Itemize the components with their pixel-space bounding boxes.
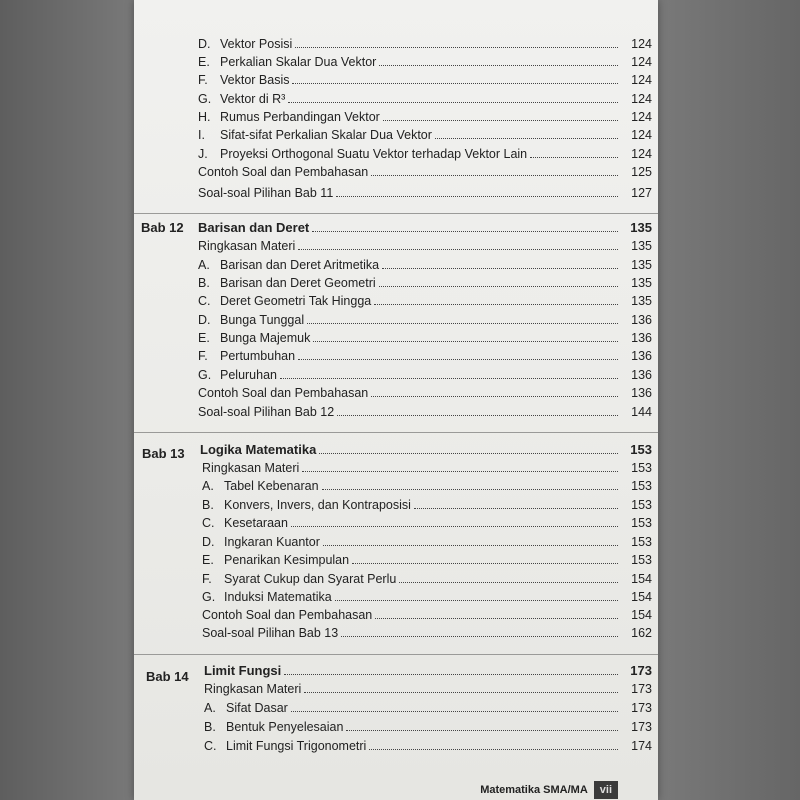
dot-leader <box>530 157 618 158</box>
toc-item <box>198 311 652 329</box>
dot-leader <box>382 268 618 269</box>
item-label: Vektor Basis <box>220 73 290 87</box>
ringkasan-page: 173 <box>631 682 652 696</box>
extra-label: Contoh Soal dan Pembahasan <box>198 386 369 400</box>
item-page: 124 <box>631 55 652 69</box>
item-page: 136 <box>631 368 652 382</box>
toc-item <box>198 71 652 89</box>
dot-leader <box>312 231 618 232</box>
toc-extra <box>198 403 652 421</box>
item-label: Rumus Perbandingan Vektor <box>220 110 380 124</box>
item-letter: E. <box>202 553 214 567</box>
toc-item <box>202 551 652 569</box>
item-label: Barisan dan Deret Aritmetika <box>220 258 380 272</box>
toc-ringkasan <box>204 680 652 698</box>
extra-label: Contoh Soal dan Pembahasan <box>198 165 369 179</box>
dot-leader <box>352 563 618 564</box>
chapter-number: Bab 13 <box>142 446 185 461</box>
chapter-title: Barisan dan Deret <box>198 220 310 235</box>
background-right <box>650 0 800 800</box>
item-label: Penarikan Kesimpulan <box>224 553 350 567</box>
dot-leader <box>284 674 618 675</box>
item-page: 124 <box>631 73 652 87</box>
toc-item <box>198 347 652 365</box>
toc-item <box>198 274 652 292</box>
footer-book-title: Matematika SMA/MA <box>480 784 588 796</box>
item-label: Perkalian Skalar Dua Vektor <box>220 55 377 69</box>
toc-extra <box>198 184 652 202</box>
dot-leader <box>292 83 618 84</box>
item-page: 154 <box>631 590 652 604</box>
ringkasan-label: Ringkasan Materi <box>204 682 302 696</box>
item-page: 173 <box>631 720 652 734</box>
item-letter: H. <box>198 110 211 124</box>
toc-item <box>204 699 652 717</box>
extra-page: 154 <box>631 608 652 622</box>
item-label: Tabel Kebenaran <box>224 479 319 493</box>
item-letter: C. <box>198 294 211 308</box>
extra-label: Soal-soal Pilihan Bab 12 <box>198 405 335 419</box>
item-label: Vektor di R³ <box>220 92 286 106</box>
toc-extra <box>202 624 652 642</box>
dot-leader <box>369 749 618 750</box>
toc-item <box>204 718 652 736</box>
toc-extra <box>202 606 652 624</box>
toc-item <box>204 737 652 755</box>
dot-leader <box>379 286 618 287</box>
chapter-title: Limit Fungsi <box>204 663 282 678</box>
chapter-title-row <box>204 662 652 680</box>
dot-leader <box>336 196 618 197</box>
item-letter: E. <box>198 55 210 69</box>
toc-item <box>198 108 652 126</box>
page-footer <box>480 780 618 800</box>
dot-leader <box>313 341 618 342</box>
item-page: 153 <box>631 516 652 530</box>
dot-leader <box>304 692 618 693</box>
dot-leader <box>335 600 618 601</box>
item-page: 153 <box>631 479 652 493</box>
chapter-title-row <box>198 219 652 237</box>
dot-leader <box>337 415 618 416</box>
dot-leader <box>307 323 618 324</box>
item-letter: A. <box>204 701 216 715</box>
book-page <box>134 0 658 800</box>
item-page: 124 <box>631 92 652 106</box>
section-divider <box>134 654 658 655</box>
item-letter: I. <box>198 128 205 142</box>
toc-item <box>198 329 652 347</box>
item-letter: G. <box>202 590 216 604</box>
dot-leader <box>435 138 618 139</box>
extra-page: 125 <box>631 165 652 179</box>
item-label: Peluruhan <box>220 368 277 382</box>
item-letter: A. <box>202 479 214 493</box>
dot-leader <box>322 489 618 490</box>
item-page: 173 <box>631 701 652 715</box>
ringkasan-label: Ringkasan Materi <box>198 239 296 253</box>
item-page: 153 <box>631 553 652 567</box>
dot-leader <box>298 249 618 250</box>
toc-extra <box>198 384 652 402</box>
item-letter: G. <box>198 368 212 382</box>
item-letter: D. <box>202 535 215 549</box>
dot-leader <box>298 359 618 360</box>
background-left <box>0 0 140 800</box>
toc-item <box>202 588 652 606</box>
item-page: 136 <box>631 313 652 327</box>
toc-item <box>202 477 652 495</box>
extra-page: 136 <box>631 386 652 400</box>
item-label: Bunga Tunggal <box>220 313 305 327</box>
dot-leader <box>288 102 618 103</box>
ringkasan-page: 135 <box>631 239 652 253</box>
extra-page: 162 <box>631 626 652 640</box>
item-letter: C. <box>202 516 215 530</box>
toc-item <box>202 496 652 514</box>
dot-leader <box>399 582 618 583</box>
item-letter: E. <box>198 331 210 345</box>
item-page: 135 <box>631 294 652 308</box>
ringkasan-page: 153 <box>631 461 652 475</box>
item-letter: G. <box>198 92 212 106</box>
ringkasan-label: Ringkasan Materi <box>202 461 300 475</box>
item-letter: F. <box>202 572 212 586</box>
toc-item <box>198 90 652 108</box>
item-page: 154 <box>631 572 652 586</box>
toc-ringkasan <box>202 459 652 477</box>
chapter-title-row <box>200 441 652 459</box>
footer-page-number: vii <box>594 781 618 799</box>
dot-leader <box>383 120 618 121</box>
toc-item <box>202 514 652 532</box>
item-label: Konvers, Invers, dan Kontraposisi <box>224 498 411 512</box>
item-page: 135 <box>631 276 652 290</box>
item-label: Pertumbuhan <box>220 349 296 363</box>
item-page: 153 <box>631 498 652 512</box>
dot-leader <box>371 396 618 397</box>
item-page: 124 <box>631 147 652 161</box>
item-label: Limit Fungsi Trigonometri <box>226 739 367 753</box>
chapter-title: Logika Matematika <box>200 442 317 457</box>
item-label: Sifat Dasar <box>226 701 288 715</box>
item-label: Ingkaran Kuantor <box>224 535 320 549</box>
toc-item <box>202 533 652 551</box>
item-label: Sifat-sifat Perkalian Skalar Dua Vektor <box>220 128 432 142</box>
chapter-page: 153 <box>630 442 652 457</box>
chapter-number: Bab 14 <box>146 669 189 684</box>
dot-leader <box>414 508 618 509</box>
item-page: 174 <box>631 739 652 753</box>
item-page: 124 <box>631 37 652 51</box>
item-letter: C. <box>204 739 217 753</box>
item-label: Induksi Matematika <box>224 590 332 604</box>
toc-item <box>198 35 652 53</box>
item-label: Bentuk Penyelesaian <box>226 720 344 734</box>
toc-item <box>198 53 652 71</box>
dot-leader <box>346 730 618 731</box>
dot-leader <box>371 175 618 176</box>
chapter-number: Bab 12 <box>141 220 184 235</box>
item-letter: F. <box>198 73 208 87</box>
toc-item <box>198 292 652 310</box>
chapter-page: 135 <box>630 220 652 235</box>
toc-extra <box>198 163 652 181</box>
dot-leader <box>323 545 618 546</box>
item-label: Syarat Cukup dan Syarat Perlu <box>224 572 397 586</box>
item-letter: B. <box>204 720 216 734</box>
item-letter: F. <box>198 349 208 363</box>
item-page: 124 <box>631 128 652 142</box>
dot-leader <box>374 304 618 305</box>
extra-label: Soal-soal Pilihan Bab 13 <box>202 626 339 640</box>
toc-item <box>198 366 652 384</box>
item-letter: B. <box>198 276 210 290</box>
toc-ringkasan <box>198 237 652 255</box>
section-divider <box>134 432 658 433</box>
item-label: Vektor Posisi <box>220 37 293 51</box>
item-page: 135 <box>631 258 652 272</box>
item-letter: B. <box>202 498 214 512</box>
extra-page: 144 <box>631 405 652 419</box>
section-divider <box>134 213 658 214</box>
toc-item <box>202 570 652 588</box>
item-page: 136 <box>631 331 652 345</box>
item-label: Deret Geometri Tak Hingga <box>220 294 372 308</box>
dot-leader <box>341 636 618 637</box>
item-page: 136 <box>631 349 652 363</box>
dot-leader <box>375 618 618 619</box>
dot-leader <box>302 471 618 472</box>
dot-leader <box>291 526 618 527</box>
toc-item <box>198 126 652 144</box>
item-label: Proyeksi Orthogonal Suatu Vektor terhadap Vektor Lain <box>220 147 528 161</box>
item-letter: A. <box>198 258 210 272</box>
dot-leader <box>319 453 618 454</box>
dot-leader <box>291 711 618 712</box>
toc-item <box>198 145 652 163</box>
dot-leader <box>280 378 618 379</box>
dot-leader <box>379 65 618 66</box>
chapter-page: 173 <box>630 663 652 678</box>
item-label: Kesetaraan <box>224 516 288 530</box>
item-letter: J. <box>198 147 208 161</box>
item-label: Barisan dan Deret Geometri <box>220 276 376 290</box>
item-letter: D. <box>198 37 211 51</box>
item-label: Bunga Majemuk <box>220 331 311 345</box>
extra-label: Soal-soal Pilihan Bab 11 <box>198 186 334 200</box>
toc-item <box>198 256 652 274</box>
extra-label: Contoh Soal dan Pembahasan <box>202 608 373 622</box>
extra-page: 127 <box>631 186 652 200</box>
dot-leader <box>295 47 618 48</box>
item-page: 153 <box>631 535 652 549</box>
item-page: 124 <box>631 110 652 124</box>
item-letter: D. <box>198 313 211 327</box>
